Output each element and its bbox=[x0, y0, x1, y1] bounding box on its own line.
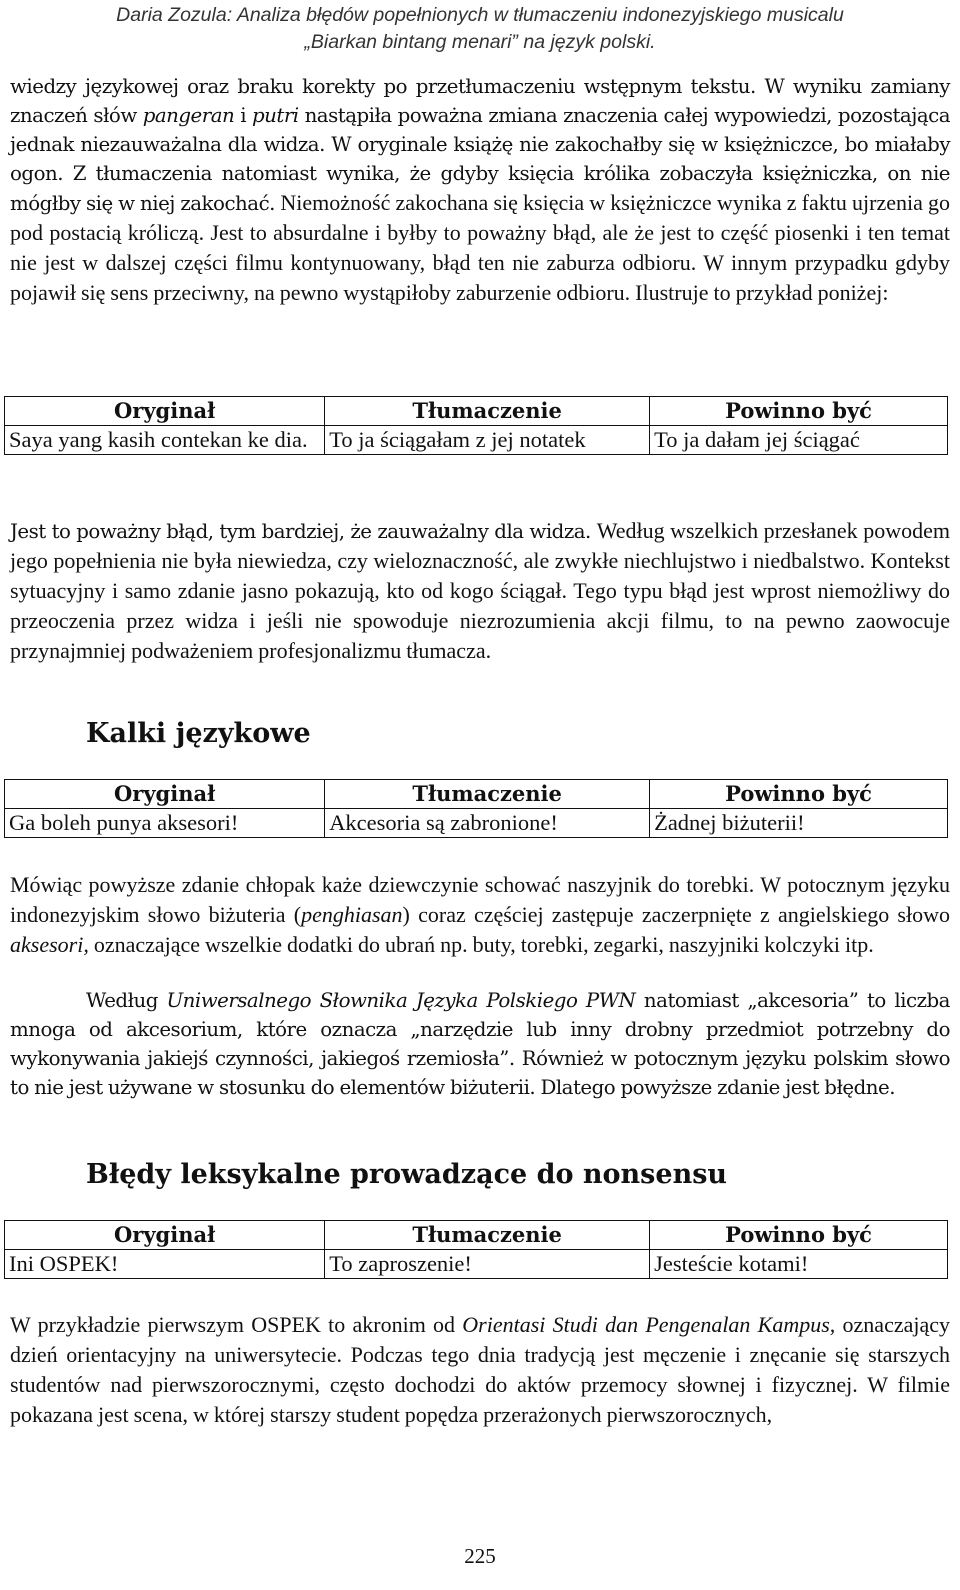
cell-original: Ga boleh punya aksesori! bbox=[5, 809, 325, 838]
page-number: 225 bbox=[464, 1544, 496, 1568]
paragraph-5-text-b: oznaczający dzień orientacyjny na uniwersytecie. Podczas tego dnia tradycją jest męczenie i znęcanie się starszych studentów nad pierwszorocznymi, często dochodzi do aktów przemocy słownej i fizycznej. W filmie pokazana jest scena, w której starszy student popędza przerażonych pierwszorocznych, bbox=[10, 1312, 950, 1427]
column-header-should-be: Powinno być bbox=[650, 397, 948, 426]
table-row bbox=[5, 1250, 948, 1279]
paragraph-5-text-a: W przykładzie pierwszym OSPEK to akronim od bbox=[10, 1312, 463, 1337]
table-header-row bbox=[5, 1221, 948, 1250]
comparison-table-3 bbox=[4, 1220, 948, 1279]
cell-translation: To zaproszenie! bbox=[325, 1250, 650, 1279]
column-header-original: Oryginał bbox=[5, 1221, 325, 1250]
paragraph-1-text-a: wiedzy językowej oraz braku korekty po przetłumaczeniu wstępnym tekstu. W wyniku zamiany znaczeń słów bbox=[10, 75, 950, 127]
paragraph-4 bbox=[10, 986, 950, 1102]
column-header-translation: Tłumaczenie bbox=[325, 1221, 650, 1250]
cell-translation: To ja ściągałam z jej notatek bbox=[325, 426, 650, 455]
section-heading-calques: Kalki językowe bbox=[86, 718, 311, 749]
paragraph-2-text-b: Według wszelkich przesłanek powodem jego popełnienia nie była niewiedza, czy wieloznaczność, ale zwykłe niechlujstwo i niedbalstwo. Kontekst sytuacyjny i samo zdanie jasno pokazują, kto od kogo ściągał. Tego typu błąd jest wprost niemożliwy do przeoczenia przez widza i jeśli nie spowoduje niezrozumienia akcji filmu, to na pewno zaowocuje przynajmniej podważeniem profesjonalizmu tłumacza. bbox=[10, 518, 950, 663]
column-header-translation: Tłumaczenie bbox=[325, 780, 650, 809]
paragraph-1-text-d: Niemożność zakochana się księcia w księżniczce wynika z faktu ujrzenia go pod postacią króliczą. Jest to absurdalne i byłby to poważny błąd, ale że jest to część piosenki i ten temat nie jest w dalszej części filmu kontynuowany, błąd ten nie zaburza odbioru. W innym przypadku gdyby pojawił się sens przeciwny, na pewno wystąpiłoby zaburzenie odbioru. Ilustruje to przykład poniżej: bbox=[10, 190, 950, 305]
column-header-should-be: Powinno być bbox=[650, 1221, 948, 1250]
paragraph-5 bbox=[10, 1310, 950, 1430]
dictionary-title: Uniwersalnego Słownika Języka Polskiego PWN bbox=[166, 989, 636, 1012]
term-aksesori: aksesori, bbox=[10, 932, 89, 957]
paragraph-1 bbox=[10, 72, 950, 308]
table-header-row bbox=[5, 780, 948, 809]
paragraph-3-text-c: oznaczające wszelkie dodatki do ubrań np. buty, torebki, zegarki, naszyjniki kolczyki itp. bbox=[88, 932, 874, 957]
column-header-original: Oryginał bbox=[5, 397, 325, 426]
term-pangeran: pangeran bbox=[142, 104, 235, 127]
paragraph-4-text-b: natomiast „akcesoria” to liczba mnoga od akcesorium, które oznacza „narzędzie lub inny drobny przedmiot potrzebny do wykonywania jakiejś czynności, jakiegoś rzemiosła”. Również w potocznym języku polskim słowo to nie jest używane w stosunku do elementów biżuterii. Dlatego powyższe zdanie jest błędne. bbox=[10, 989, 950, 1099]
table-row bbox=[5, 809, 948, 838]
paragraph-2 bbox=[10, 516, 950, 666]
paragraph-1-text-b: i bbox=[234, 104, 252, 127]
running-header-line-1: Daria Zozula: Analiza błędów popełnionych w tłumaczeniu indonezyjskiego musicalu bbox=[116, 4, 844, 26]
paragraph-3-text-a: Mówiąc powyższe zdanie chłopak każe dziewczynie schować naszyjnik do torebki. W potocznym języku indonezyjskim słowo biżuteria ( bbox=[10, 872, 950, 927]
paragraph-3-text-b: ) coraz częściej zastępuje zaczerpnięte z angielskiego słowo bbox=[402, 902, 950, 927]
cell-should-be: Jesteście kotami! bbox=[650, 1250, 948, 1279]
table-row bbox=[5, 426, 948, 455]
acronym-expansion: Orientasi Studi dan Pengenalan Kampus, bbox=[462, 1312, 836, 1337]
cell-original: Ini OSPEK! bbox=[5, 1250, 325, 1279]
term-putri: putri bbox=[251, 104, 299, 127]
column-header-should-be: Powinno być bbox=[650, 780, 948, 809]
cell-should-be: Żadnej biżuterii! bbox=[650, 809, 948, 838]
paragraph-4-text-a: Według bbox=[86, 989, 167, 1012]
comparison-table-2 bbox=[4, 779, 948, 838]
paragraph-3 bbox=[10, 870, 950, 960]
cell-original: Saya yang kasih contekan ke dia. bbox=[5, 426, 325, 455]
section-heading-lexical-errors: Błędy leksykalne prowadzące do nonsensu bbox=[86, 1159, 728, 1190]
column-header-translation: Tłumaczenie bbox=[325, 397, 650, 426]
paragraph-2-text-a: Jest to poważny błąd, tym bardziej, że zauważalny dla widza. bbox=[10, 520, 597, 543]
cell-translation: Akcesoria są zabronione! bbox=[325, 809, 650, 838]
term-penghiasan: penghiasan bbox=[301, 902, 403, 927]
running-header bbox=[20, 2, 940, 56]
running-header-line-2: „Biarkan bintang menari” na język polski. bbox=[304, 31, 656, 53]
cell-should-be: To ja dałam jej ściągać bbox=[650, 426, 948, 455]
paragraph-1-text-c: nastąpiła poważna zmiana znaczenia całej wypowiedzi, pozostająca jednak niezauważalna dla widza. W oryginale książę nie zakochałby się w księżniczce, bo miałaby ogon. Z tłumaczenia natomiast wynika, że gdyby księcia królika zobaczyła księżniczka, on nie mógłby się w niej zakochać. bbox=[10, 104, 951, 215]
comparison-table-1 bbox=[4, 396, 948, 455]
table-header-row bbox=[5, 397, 948, 426]
column-header-original: Oryginał bbox=[5, 780, 325, 809]
